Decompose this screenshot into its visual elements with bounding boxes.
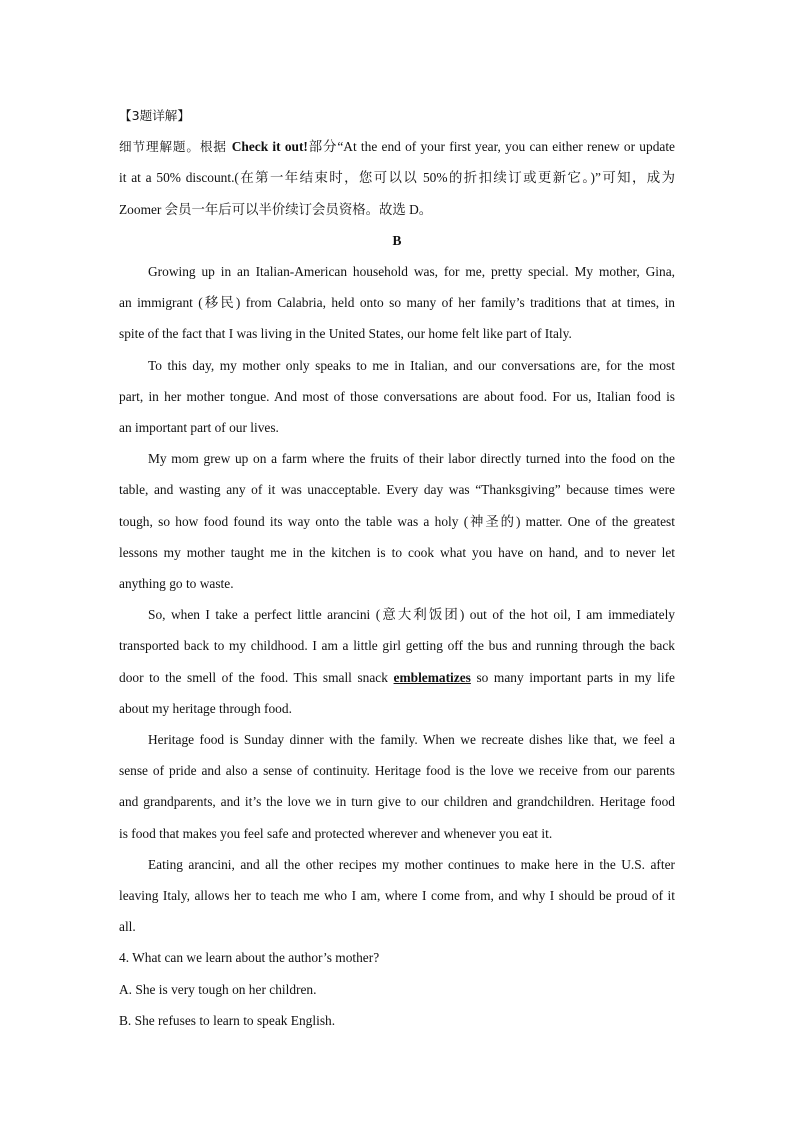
paragraph-2 xyxy=(119,350,675,444)
paragraph-line: My mom grew up on a farm where the fruits of their labor directly turned into the food on the xyxy=(148,451,675,467)
paragraph-line: Growing up in an Italian-American household was, for me, pretty special. My mother, Gina, xyxy=(148,264,675,280)
paragraph-line: Heritage food is Sunday dinner with the family. When we recreate dishes like that, we feel a xyxy=(148,732,675,748)
question-4-option-a: A. She is very tough on her children. xyxy=(119,981,317,997)
explanation-line-1: 细节理解题。根据 Check it out!部分“At the end of your first year, you can either renew or update xyxy=(119,139,676,155)
paragraph-line: door to the smell of the food. This small snack emblematizes so many important parts in my life xyxy=(119,669,675,685)
paragraph-line: lessons my mother taught me in the kitchen is to cook what you have on hand, and to never let xyxy=(119,544,675,560)
paragraph-line: To this day, my mother only speaks to me in Italian, and our conversations are, for the most xyxy=(148,357,675,373)
paragraph-line: all. xyxy=(119,919,136,935)
paragraph-line: is food that makes you feel safe and protected wherever and whenever you eat it. xyxy=(119,825,553,841)
paragraph-1 xyxy=(119,256,675,350)
paragraph-line: tough, so how food found its way onto the table was a holy (神圣的) matter. One of the greatest xyxy=(119,513,675,529)
emphasized-word: emblematizes xyxy=(393,669,471,685)
paragraph-line: spite of the fact that I was living in the United States, our home felt like part of Italy. xyxy=(119,326,572,342)
paragraph-line: and grandparents, and it’s the love we in turn give to our children and grandchildren. Heritage food xyxy=(119,794,675,810)
explanation-line-2: it at a 50% discount.(在第一年结束时，您可以以 50%的折扣续订或更新它。)”可知，成为 xyxy=(119,170,675,186)
paragraph-line: anything go to waste. xyxy=(119,576,234,592)
paragraph-line: about my heritage through food. xyxy=(119,700,292,716)
paragraph-line: table, and wasting any of it was unacceptable. Every day was “Thanksgiving” because times were xyxy=(119,482,675,498)
question-4-option-b: B. She refuses to learn to speak English. xyxy=(119,1012,336,1028)
paragraph-line: an important part of our lives. xyxy=(119,420,279,436)
paragraph-line: transported back to my childhood. I am a little girl getting off the bus and running through the back xyxy=(119,638,675,654)
paragraph-4 xyxy=(119,599,675,724)
question-4-stem: 4. What can we learn about the author’s mother? xyxy=(119,950,380,966)
document-page xyxy=(119,100,675,1036)
passage-title: B xyxy=(392,232,402,248)
paragraph-line: sense of pride and also a sense of continuity. Heritage food is the love we receive from our parents xyxy=(119,763,675,779)
paragraph-3 xyxy=(119,443,675,599)
paragraph-6 xyxy=(119,849,675,943)
paragraph-line: Eating arancini, and all the other recipes my mother continues to make here in the U.S. after xyxy=(148,856,675,872)
paragraph-line: an immigrant (移民) from Calabria, held onto so many of her family’s traditions that at times, in xyxy=(119,295,675,311)
section-heading: 【3题详解】 xyxy=(119,108,190,123)
explanation-line-3: Zoomer 会员一年后可以半价续订会员资格。故选 D。 xyxy=(119,201,433,217)
paragraph-line: leaving Italy, allows her to teach me who I am, where I come from, and why I should be proud of it xyxy=(119,888,675,904)
paragraph-5 xyxy=(119,724,675,849)
check-it-out-label: Check it out! xyxy=(231,139,308,155)
paragraph-line: part, in her mother tongue. And most of those conversations are about food. For us, Italian food is xyxy=(119,388,675,404)
paragraph-line: So, when I take a perfect little arancini (意大利饭团) out of the hot oil, I am immediately xyxy=(148,607,675,623)
